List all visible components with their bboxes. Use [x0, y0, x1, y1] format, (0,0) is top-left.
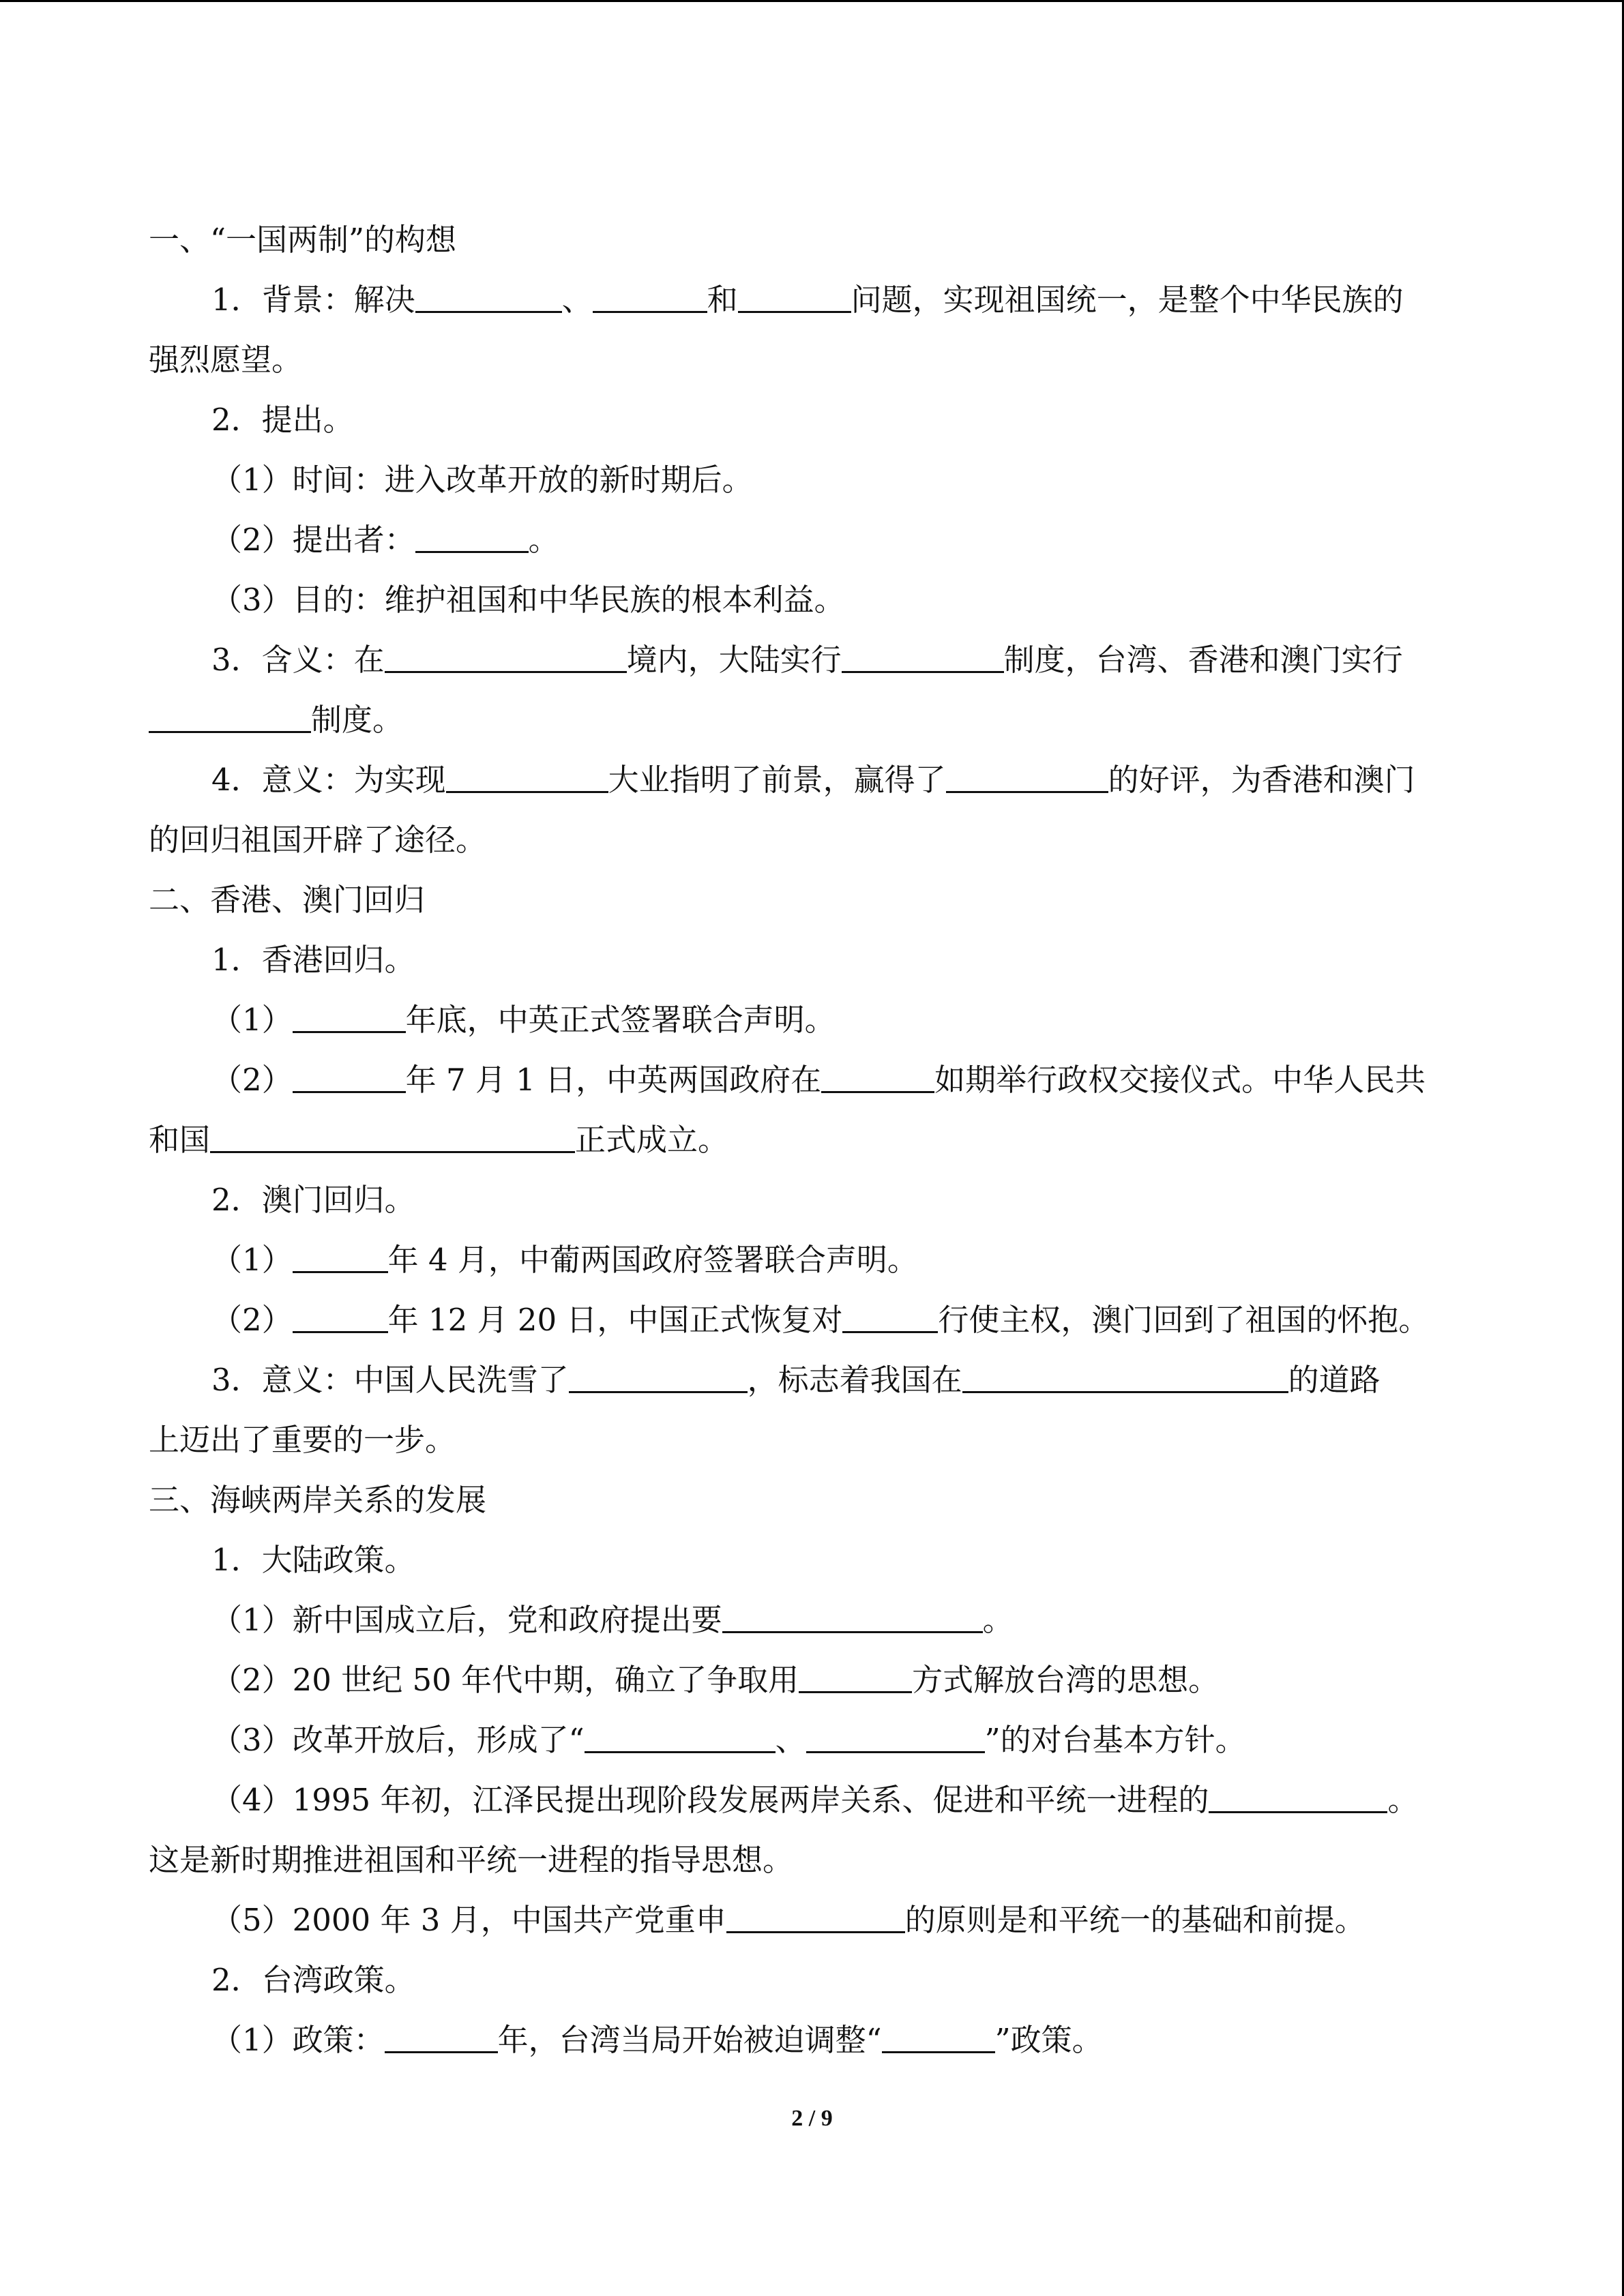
- text-segment: 二、香港、澳门回归: [149, 882, 426, 918]
- text-segment: 2．提出。: [211, 402, 354, 438]
- text-segment: 制度，台湾、香港和澳门实行: [1003, 642, 1403, 678]
- text-segment: （2）: [211, 1302, 293, 1338]
- fill-in-blank[interactable]: [385, 644, 627, 673]
- text-segment: 年 7 月 1 日，中英两国政府在: [405, 1062, 822, 1098]
- text-line: [149, 1770, 1479, 1830]
- fill-in-blank[interactable]: [210, 1124, 575, 1153]
- fill-in-blank[interactable]: [446, 764, 608, 793]
- text-segment: （2）提出者：: [211, 522, 415, 558]
- fill-in-blank[interactable]: [293, 1064, 406, 1093]
- text-line: [149, 1290, 1479, 1350]
- text-segment: 和: [707, 282, 738, 318]
- text-line: [149, 750, 1479, 810]
- text-segment: 正式成立。: [575, 1122, 729, 1158]
- document-body: [149, 210, 1479, 2070]
- text-segment: ”政策。: [994, 2022, 1103, 2058]
- text-segment: 这是新时期推进祖国和平统一进程的指导思想。: [149, 1842, 794, 1878]
- text-segment: 境内，大陆实行: [626, 642, 842, 678]
- text-segment: 4．意义：为实现: [211, 762, 446, 798]
- fill-in-blank[interactable]: [293, 1004, 406, 1033]
- text-segment: 大业指明了前景，赢得了: [608, 762, 946, 798]
- fill-in-blank[interactable]: [726, 1904, 905, 1933]
- text-line: [149, 1170, 1479, 1230]
- text-line: [149, 630, 1479, 690]
- text-segment: （1）政策：: [211, 2022, 385, 2058]
- text-segment: （1）新中国成立后，党和政府提出要: [211, 1602, 722, 1638]
- text-line: [149, 270, 1479, 330]
- text-segment: 的好评，为香港和澳门: [1108, 762, 1415, 798]
- fill-in-blank[interactable]: [738, 284, 851, 313]
- text-segment: 行使主权，澳门回到了祖国的怀抱。: [938, 1302, 1430, 1338]
- text-line: [149, 570, 1479, 630]
- text-segment: （3）改革开放后，形成了“: [211, 1722, 585, 1758]
- fill-in-blank[interactable]: [585, 1724, 776, 1753]
- fill-in-blank[interactable]: [569, 1364, 748, 1393]
- fill-in-blank[interactable]: [882, 2024, 995, 2053]
- text-line: [149, 930, 1479, 990]
- text-segment: （2）: [211, 1062, 293, 1098]
- fill-in-blank[interactable]: [799, 1664, 912, 1693]
- text-line: [149, 390, 1479, 450]
- text-segment: （1）: [211, 1242, 293, 1278]
- text-segment: （4）1995 年初，江泽民提出现阶段发展两岸关系、促进和平统一进程的: [211, 1782, 1209, 1818]
- text-line: [149, 1350, 1479, 1410]
- text-line: [149, 1470, 1479, 1530]
- fill-in-blank[interactable]: [962, 1364, 1288, 1393]
- text-segment: 方式解放台湾的思想。: [912, 1662, 1220, 1698]
- text-segment: 三、海峡两岸关系的发展: [149, 1482, 487, 1518]
- text-segment: 。: [1387, 1782, 1419, 1818]
- text-segment: 2．台湾政策。: [211, 1962, 415, 1998]
- text-line: [149, 1890, 1479, 1950]
- text-segment: 强烈愿望。: [149, 342, 303, 378]
- text-line: [149, 210, 1479, 270]
- fill-in-blank[interactable]: [946, 764, 1108, 793]
- text-segment: 如期举行政权交接仪式。中华人民共: [934, 1062, 1426, 1098]
- fill-in-blank[interactable]: [1209, 1784, 1387, 1813]
- text-line: [149, 1110, 1479, 1170]
- text-line: [149, 330, 1479, 390]
- fill-in-blank[interactable]: [149, 704, 311, 733]
- text-line: [149, 1710, 1479, 1770]
- fill-in-blank[interactable]: [842, 644, 1004, 673]
- text-segment: 1．大陆政策。: [211, 1542, 415, 1578]
- text-segment: ”的对台基本方针。: [984, 1722, 1246, 1758]
- text-segment: 年 4 月，中葡两国政府签署联合声明。: [387, 1242, 918, 1278]
- text-segment: 2．澳门回归。: [211, 1182, 415, 1218]
- text-line: [149, 1950, 1479, 2010]
- text-segment: 年，台湾当局开始被迫调整“: [497, 2022, 882, 2058]
- text-segment: 1．背景：解决: [211, 282, 415, 318]
- text-line: [149, 1230, 1479, 1290]
- text-segment: 和国: [149, 1122, 211, 1158]
- text-segment: （5）2000 年 3 月，中国共产党重申: [211, 1902, 726, 1938]
- text-segment: 3．意义：中国人民洗雪了: [211, 1362, 569, 1398]
- text-segment: （3）目的：维护祖国和中华民族的根本利益。: [211, 582, 845, 618]
- text-segment: 的回归祖国开辟了途径。: [149, 822, 487, 858]
- text-segment: 、: [561, 282, 593, 318]
- text-segment: 上迈出了重要的一步。: [149, 1422, 456, 1458]
- text-line: [149, 870, 1479, 930]
- text-segment: 一、“一国两制”的构想: [149, 222, 457, 258]
- fill-in-blank[interactable]: [385, 2024, 498, 2053]
- text-line: [149, 2010, 1479, 2070]
- text-line: [149, 990, 1479, 1050]
- text-line: [149, 690, 1479, 750]
- text-line: [149, 450, 1479, 510]
- fill-in-blank[interactable]: [722, 1604, 983, 1633]
- text-line: [149, 1410, 1479, 1470]
- fill-in-blank[interactable]: [415, 524, 529, 553]
- fill-in-blank[interactable]: [293, 1304, 388, 1333]
- fill-in-blank[interactable]: [593, 284, 707, 313]
- text-line: [149, 1650, 1479, 1710]
- text-segment: 制度。: [311, 702, 404, 738]
- text-segment: 1．香港回归。: [211, 942, 415, 978]
- text-segment: 3．含义：在: [211, 642, 385, 678]
- text-line: [149, 810, 1479, 870]
- text-line: [149, 1050, 1479, 1110]
- text-segment: （1）时间：进入改革开放的新时期后。: [211, 462, 753, 498]
- fill-in-blank[interactable]: [293, 1244, 388, 1273]
- fill-in-blank[interactable]: [821, 1064, 934, 1093]
- text-segment: 。: [982, 1602, 1014, 1638]
- text-segment: （2）20 世纪 50 年代中期，确立了争取用: [211, 1662, 799, 1698]
- text-segment: 、: [775, 1722, 806, 1758]
- fill-in-blank[interactable]: [842, 1304, 938, 1333]
- text-segment: 。: [528, 522, 559, 558]
- text-segment: ，标志着我国在: [747, 1362, 962, 1398]
- fill-in-blank[interactable]: [806, 1724, 985, 1753]
- fill-in-blank[interactable]: [415, 284, 562, 313]
- text-segment: 年 12 月 20 日，中国正式恢复对: [387, 1302, 843, 1338]
- text-line: [149, 1830, 1479, 1890]
- text-segment: 年底，中英正式签署联合声明。: [405, 1002, 836, 1038]
- text-segment: 问题，实现祖国统一，是整个中华民族的: [851, 282, 1404, 318]
- text-segment: （1）: [211, 1002, 293, 1038]
- text-line: [149, 1590, 1479, 1650]
- text-line: [149, 1530, 1479, 1590]
- text-segment: 的道路: [1288, 1362, 1381, 1398]
- text-segment: 的原则是和平统一的基础和前提。: [904, 1902, 1365, 1938]
- text-line: [149, 510, 1479, 570]
- page-number: 2 / 9: [791, 2106, 833, 2131]
